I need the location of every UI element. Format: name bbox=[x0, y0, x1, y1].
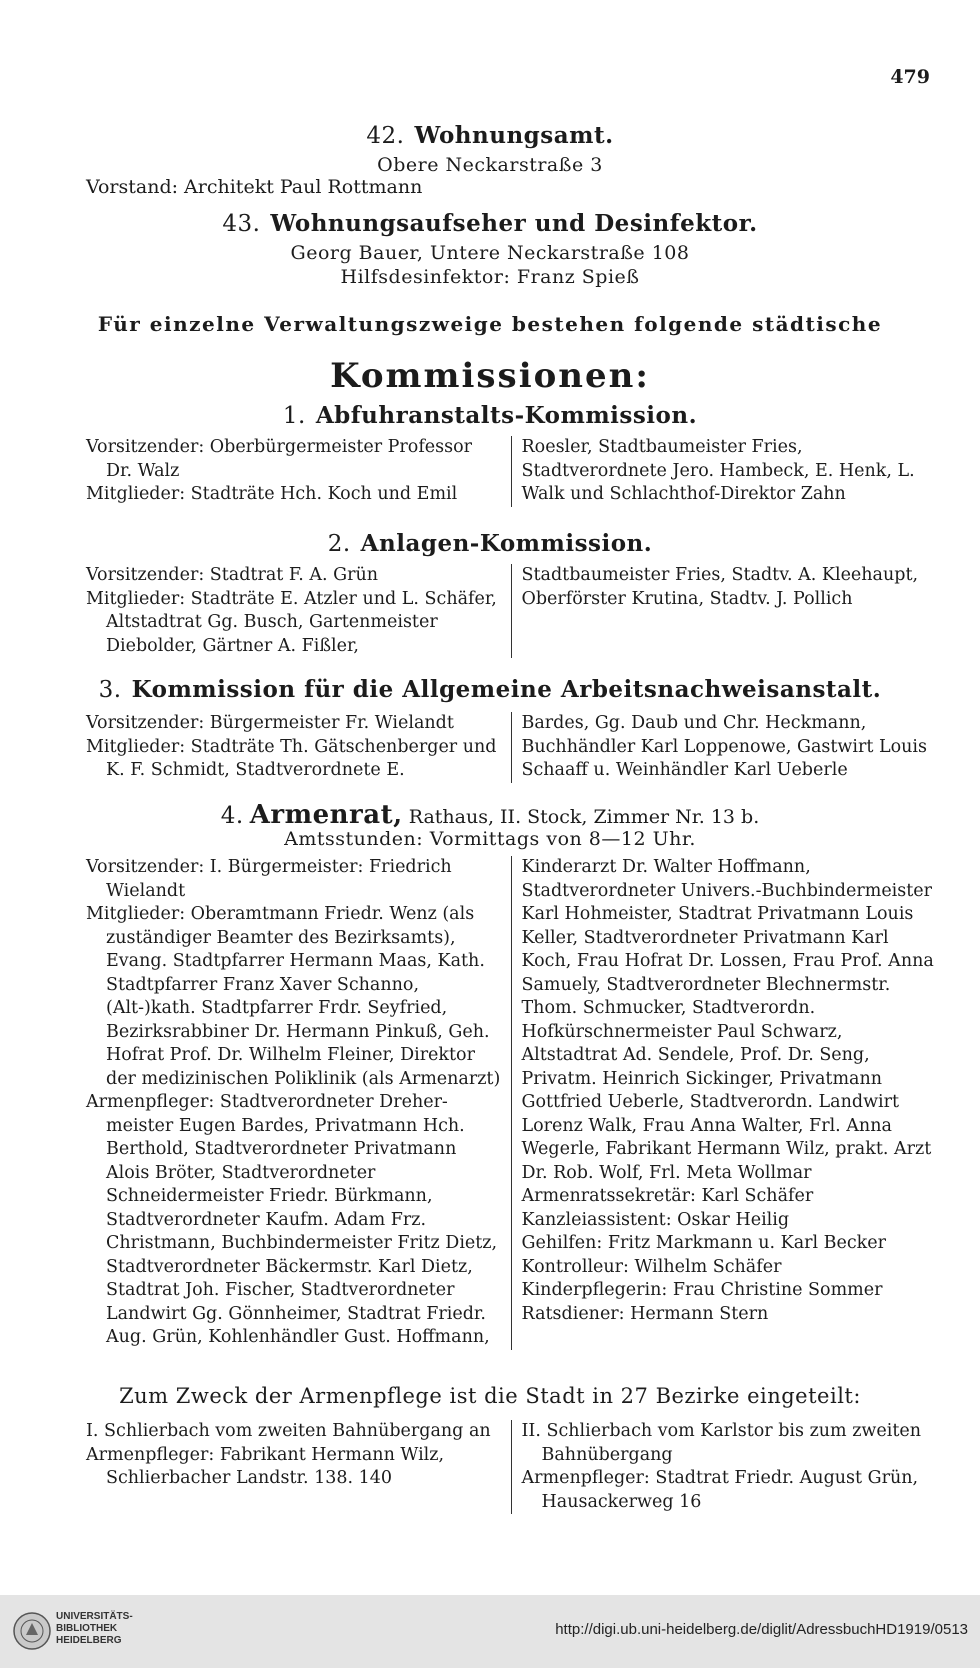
section-42-number: 42. bbox=[366, 123, 405, 149]
logo-line: UNIVERSITÄTS- bbox=[56, 1611, 133, 1622]
k3-left-entry: Mitglieder: Stadträte Th. Gätschenberger und K. F. Schmidt, Stadtverordnete E. bbox=[86, 736, 497, 780]
k1-heading bbox=[0, 402, 980, 429]
k1-left-column bbox=[86, 436, 512, 507]
k4-right-entry: Armenratssekretär: Karl Schäfer bbox=[521, 1186, 814, 1206]
k4-hours: Amtsstunden: Vormittags von 8—12 Uhr. bbox=[284, 828, 696, 850]
k3-heading bbox=[0, 676, 980, 703]
k4-left-entry: Armenpfleger: Stadtverordneter Dreher-meister Eugen Bardes, Privatmann Hch. Berthold, Stadtverordneter Privatmann Alois Bröter, Stadtverordneter Schneidermeister Friedr. Bürkmann, Stadtverordneter Kaufm. Adam Frz. Christmann, Buchbindermeister Fritz Dietz, Stadtverordneter Bäckermstr. Karl Dietz, Stadtrat Joh. Fischer, Stadtverordneter Landwirt Gg. Gönnheimer, Stadtrat Friedr. Aug. Grün, Kohlenhändler Gust. Hoffmann, bbox=[86, 1092, 498, 1347]
section-42-vorstand: Vorstand: Architekt Paul Rottmann bbox=[86, 176, 423, 198]
k2-right-entry: Stadtbaumeister Fries, Stadtv. A. Kleehaupt, Oberförster Krutina, Stadtv. J. Pollich bbox=[521, 565, 919, 609]
k2-left-column bbox=[86, 564, 512, 658]
k2-number: 2. bbox=[327, 531, 351, 557]
page-number: 479 bbox=[890, 66, 930, 88]
source-url-link[interactable]: http://digi.ub.uni-heidelberg.de/diglit/AdressbuchHD1919/0513 bbox=[555, 1621, 968, 1638]
k1-title: Abfuhranstalts-Kommission. bbox=[315, 402, 698, 429]
section-43-heading bbox=[0, 210, 980, 237]
k3-right-entry: Bardes, Gg. Daub und Chr. Heckmann, Buchhändler Karl Loppenowe, Gastwirt Louis Schaaff u. Weinhändler Karl Ueberle bbox=[521, 713, 927, 780]
k2-title: Anlagen-Kommission. bbox=[360, 530, 653, 557]
k4-right-entry: Ratsdiener: Hermann Stern bbox=[521, 1303, 769, 1324]
k2-heading bbox=[0, 530, 980, 557]
bezirk-1-title: I. Schlierbach vom zweiten Bahnübergang an bbox=[86, 1421, 491, 1441]
k3-left-column bbox=[86, 712, 512, 783]
section-43-line1: Georg Bauer, Untere Neckarstraße 108 bbox=[290, 242, 690, 264]
logo-line: BIBLIOTHEK bbox=[56, 1623, 118, 1634]
section-42-heading bbox=[0, 122, 980, 149]
k4-right-entry: Kinderpflegerin: Frau Christine Sommer bbox=[521, 1280, 883, 1300]
k1-left-entry: Mitglieder: Stadträte Hch. Koch und Emil bbox=[86, 484, 458, 504]
k3-body bbox=[86, 712, 936, 783]
seal-icon bbox=[12, 1607, 52, 1655]
k4-location: Rathaus, II. Stock, Zimmer Nr. 13 b. bbox=[408, 806, 760, 828]
bezirk-1-column bbox=[86, 1420, 512, 1514]
k4-right-entry: Kanzleiassistent: Oskar Heilig bbox=[521, 1209, 790, 1230]
k3-right-column bbox=[512, 712, 937, 783]
k1-right-entry: Roesler, Stadtbaumeister Fries, Stadtverordnete Jero. Hambeck, E. Henk, L. Walk und Schlachthof-Direktor Zahn bbox=[521, 437, 915, 504]
k2-body bbox=[86, 564, 936, 658]
k1-number: 1. bbox=[282, 403, 306, 429]
k2-left-entry: Vorsitzender: Stadtrat F. A. Grün bbox=[86, 565, 379, 585]
k4-right-entry: Kinderarzt Dr. Walter Hoffmann, Stadtverordneter Univers.-Buchbindermeister Karl Hohmeister, Stadtrat Privatmann Louis Keller, Stadtverordneter Privatmann Karl Koch, Frau Hofrat Dr. Lossen, Frau Prof. Anna Samuely, Stadtverordneter Blechnermstr. Thom. Schmucker, Stadtverordn. Hofkürschnermeister Paul Schwarz, Altstadtrat Ad. Sendele, Prof. Dr. Seng, Privatm. Heinrich Sickinger, Privatmann Gottfried Ueberle, Stadtverordn. Landwirt Lorenz Walk, Frau Anna Walter, Frl. Anna Wegerle, Fabrikant Hermann Wilz, prakt. Arzt Dr. Rob. Wolf, Frl. Meta Wollmar bbox=[521, 857, 934, 1183]
footer-bar bbox=[0, 1595, 980, 1668]
k1-left-entry: Vorsitzender: Oberbürgermeister Professor Dr. Walz bbox=[86, 437, 473, 481]
k2-right-column bbox=[512, 564, 937, 658]
k4-right-entry: Gehilfen: Fritz Markmann u. Karl Becker bbox=[521, 1233, 887, 1253]
kommissionen-intro: Für einzelne Verwaltungszweige bestehen folgende städtische bbox=[97, 312, 883, 336]
section-43-number: 43. bbox=[222, 211, 261, 237]
section-42-address: Obere Neckarstraße 3 bbox=[377, 154, 603, 176]
k3-number: 3. bbox=[98, 677, 122, 703]
k1-right-column bbox=[512, 436, 937, 507]
k4-body bbox=[86, 856, 936, 1350]
k4-title: Armenrat, bbox=[249, 800, 403, 830]
section-42-title: Wohnungsamt. bbox=[414, 122, 614, 149]
logo-text bbox=[56, 1611, 133, 1647]
kommissionen-title: Kommissionen: bbox=[330, 356, 650, 396]
k1-body bbox=[86, 436, 936, 507]
k3-left-entry: Vorsitzender: Bürgermeister Fr. Wielandt bbox=[86, 713, 454, 733]
bezirke-heading: Zum Zweck der Armenpflege ist die Stadt in 27 Bezirke eingeteilt: bbox=[119, 1384, 861, 1408]
k3-title: Kommission für die Allgemeine Arbeitsnachweisanstalt. bbox=[131, 676, 882, 703]
bezirke-body bbox=[86, 1420, 936, 1514]
k4-heading bbox=[0, 800, 980, 830]
k4-left-entry: Mitglieder: Oberamtmann Friedr. Wenz (als zuständiger Beamter des Bezirksamts), Evang. Stadtpfarrer Hermann Maas, Kath. Stadtpfarrer Franz Xaver Schanno, (Alt-)kath. Stadtpfarrer Frdr. Seyfried, Bezirksrabbiner Dr. Hermann Pinkuß, Geh. Hofrat Prof. Dr. Wilhelm Fleiner, Direktor der medizinischen Poliklinik (als Armenarzt) bbox=[86, 904, 501, 1089]
k2-left-entry: Mitglieder: Stadträte E. Atzler und L. Schäfer, Altstadtrat Gg. Busch, Gartenmeister Diebolder, Gärtner A. Fißler, bbox=[86, 588, 497, 656]
section-43-title: Wohnungsaufseher und Desinfektor. bbox=[270, 210, 758, 237]
k4-right-entry: Kontrolleur: Wilhelm Schäfer bbox=[521, 1256, 782, 1277]
bezirk-2-column bbox=[512, 1420, 937, 1514]
bezirk-1-pfleger: Armenpfleger: Fabrikant Hermann Wilz, Schlierbacher Landstr. 138. 140 bbox=[86, 1444, 445, 1488]
k4-number: 4. bbox=[220, 803, 244, 829]
section-43-line2: Hilfsdesinfektor: Franz Spieß bbox=[340, 266, 640, 288]
k4-left-column bbox=[86, 856, 512, 1350]
bezirk-2-title: II. Schlierbach vom Karlstor bis zum zweiten Bahnübergang bbox=[521, 1421, 922, 1465]
k4-left-entry: Vorsitzender: I. Bürgermeister: Friedrich Wielandt bbox=[86, 857, 452, 901]
bezirk-2-pfleger: Armenpfleger: Stadtrat Friedr. August Grün, Hausackerweg 16 bbox=[521, 1468, 919, 1512]
logo-line: HEIDELBERG bbox=[56, 1635, 122, 1646]
k4-right-column bbox=[512, 856, 937, 1350]
